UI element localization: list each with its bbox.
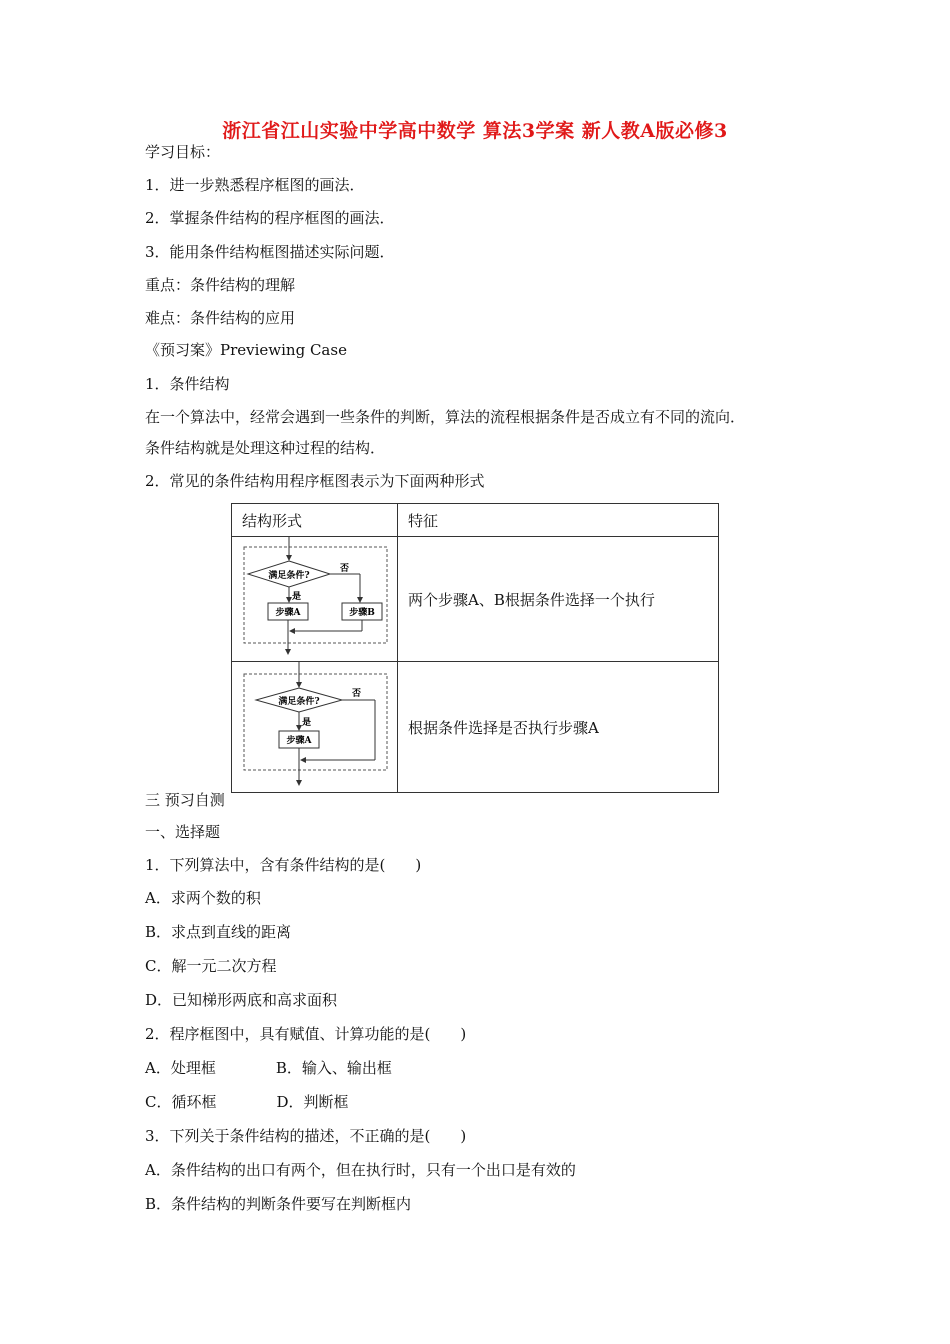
text-line: B．求点到直线的距离 [145,923,292,941]
dashed-frame [244,547,387,643]
table-header-cell: 特征 [398,504,719,537]
no-label: 否 [352,689,362,699]
text-line: 1．进一步熟悉程序框图的画法． [145,176,365,194]
table-header-cell: 结构形式 [232,504,398,537]
text-line: 2．常见的条件结构用程序框图表示为下面两种形式 [145,472,485,490]
text-line: 重点：条件结构的理解 [145,276,296,294]
text-line: 一、选择题 [145,823,221,841]
table-header-row [232,504,719,537]
text-line: 2．掌握条件结构的程序框图的画法． [145,209,395,227]
yes-label: 是 [302,718,312,728]
text-line: A．条件结构的出口有两个，但在执行时，只有一个出口是有效的 [145,1161,576,1179]
text-line: 条件结构就是处理这种过程的结构． [145,439,386,457]
step-a-label: 步骤A [286,736,312,746]
text-line: 在一个算法中，经常会遇到一些条件的判断，算法的流程根据条件是否成立有不同的流向． [145,408,746,426]
no-label: 否 [340,564,350,574]
text-line: 1．条件结构 [145,375,230,393]
if-else-flowchart [232,537,397,657]
yes-label: 是 [292,592,302,602]
diagram-cell [232,662,398,793]
dashed-frame [244,674,387,770]
if-flowchart [232,662,397,788]
feature-cell: 根据条件选择是否执行步骤A [398,662,719,793]
feature-cell: 两个步骤A、B根据条件选择一个执行 [398,537,719,662]
text-line: 2．程序框图中，具有赋值、计算功能的是( ) [145,1025,467,1043]
diagram-cell [232,537,398,662]
text-line: 3．能用条件结构框图描述实际问题． [145,243,395,261]
condition-label: 满足条件? [278,697,320,707]
text-line: C．循环框 D．判断框 [145,1093,349,1111]
step-b-label: 步骤B [349,608,375,618]
text-line: 难点：条件结构的应用 [145,309,296,327]
condition-label: 满足条件? [268,571,310,581]
text-line: B．条件结构的判断条件要写在判断框内 [145,1195,412,1213]
step-a-label: 步骤A [275,608,301,618]
text-line: D．已知梯形两底和高求面积 [145,991,338,1009]
text-line: 学习目标： [145,143,221,161]
text-line: 3．下列关于条件结构的描述，不正确的是( ) [145,1127,467,1145]
text-line: 《预习案》Previewing Case [145,341,347,359]
text-line: A．求两个数的积 [145,889,261,907]
structure-table [231,503,719,793]
table-row [232,662,719,793]
text-line: 三 预习自测 [145,791,225,809]
text-line: 1．下列算法中，含有条件结构的是( ) [145,856,422,874]
document-title: 浙江省江山实验中学高中数学 算法3学案 新人教A版必修3 [222,120,728,142]
text-line: A．处理框 B．输入、输出框 [145,1059,392,1077]
table-row [232,537,719,662]
text-line: C．解一元二次方程 [145,957,277,975]
